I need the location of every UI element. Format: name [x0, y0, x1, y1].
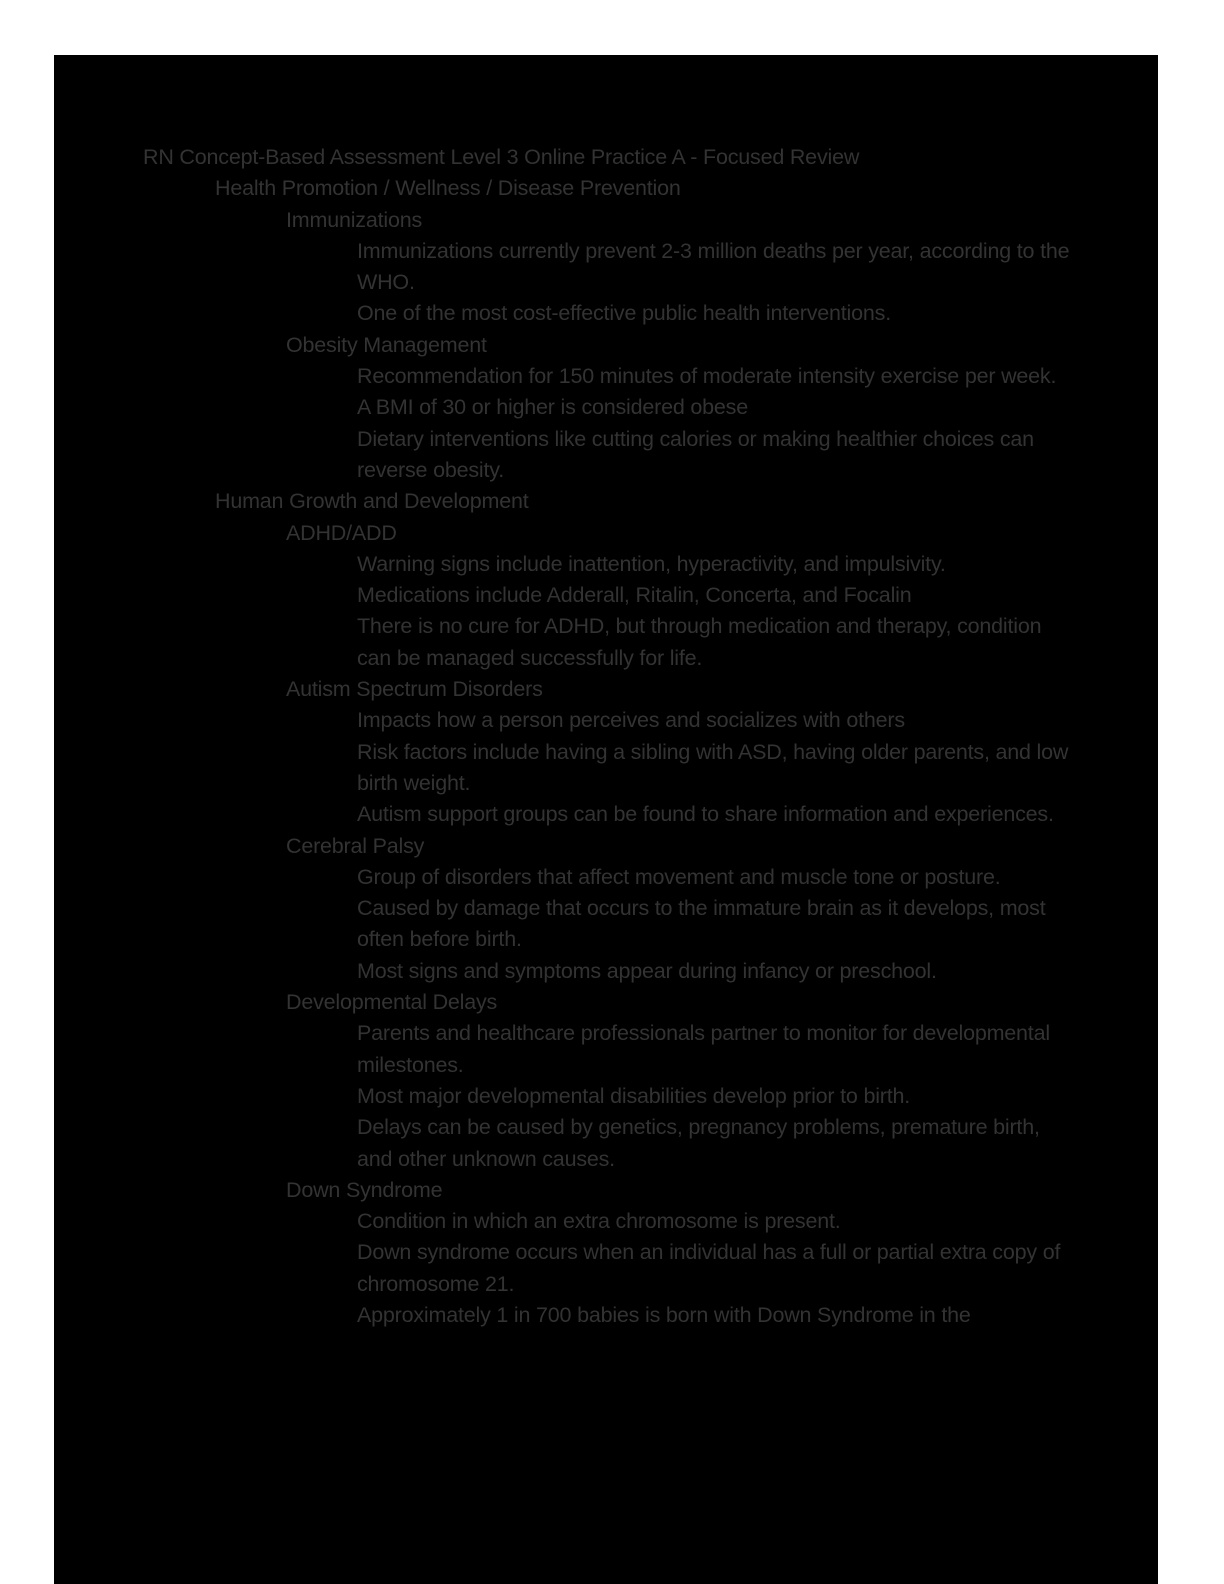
- topic-point: Impacts how a person perceives and socializes with others: [357, 708, 905, 733]
- topic-point: There is no cure for ADHD, but through medication and therapy, condition can be managed successfully for life.: [357, 614, 1042, 670]
- topic-point: Group of disorders that affect movement and muscle tone or posture.: [357, 864, 1001, 889]
- topic-point: Warning signs include inattention, hyperactivity, and impulsivity.: [357, 551, 946, 576]
- document-page: [54, 55, 1158, 1584]
- topic-point: Down syndrome occurs when an individual has a full or partial extra copy of chromosome 21.: [357, 1240, 1061, 1296]
- outline: [143, 142, 1103, 1331]
- section-heading: Health Promotion / Wellness / Disease Prevention: [215, 176, 681, 201]
- topic-heading: Down Syndrome: [286, 1177, 443, 1202]
- topic-heading: Cerebral Palsy: [286, 833, 425, 858]
- topic-point: One of the most cost-effective public health interventions.: [357, 301, 891, 326]
- topic-heading: ADHD/ADD: [286, 520, 397, 545]
- topic-point: Medications include Adderall, Ritalin, Concerta, and Focalin: [357, 583, 912, 608]
- topic-heading: Immunizations: [286, 207, 423, 232]
- topic-point: Caused by damage that occurs to the immature brain as it develops, most often before birth.: [357, 896, 1046, 952]
- topic-point: Dietary interventions like cutting calories or making healthier choices can reverse obesity.: [357, 426, 1034, 482]
- topic-heading: Developmental Delays: [286, 990, 498, 1015]
- topic-point: Immunizations currently prevent 2-3 million deaths per year, according to the WHO.: [357, 238, 1070, 295]
- topic-point: Most major developmental disabilities develop prior to birth.: [357, 1083, 911, 1108]
- topic-point: Condition in which an extra chromosome is present.: [357, 1209, 841, 1234]
- topic-point: Parents and healthcare professionals partner to monitor for developmental milestones.: [357, 1021, 1050, 1077]
- topic-point: Most signs and symptoms appear during infancy or preschool.: [357, 958, 937, 983]
- topic-point: A BMI of 30 or higher is considered obese: [357, 395, 748, 420]
- document-title: RN Concept-Based Assessment Level 3 Online Practice A - Focused Review: [143, 145, 860, 169]
- topic-heading: Obesity Management: [286, 332, 487, 357]
- topic-point: Risk factors include having a sibling with ASD, having older parents, and low birth weight.: [357, 739, 1069, 795]
- topic-point: Delays can be caused by genetics, pregnancy problems, premature birth, and other unknown causes.: [357, 1115, 1040, 1171]
- topic-point: Autism support groups can be found to share information and experiences.: [357, 802, 1054, 827]
- topic-point: Recommendation for 150 minutes of moderate intensity exercise per week.: [357, 364, 1057, 389]
- topic-heading: Autism Spectrum Disorders: [286, 677, 543, 702]
- topic-point: Approximately 1 in 700 babies is born with Down Syndrome in the: [357, 1302, 971, 1327]
- section-heading: Human Growth and Development: [215, 489, 529, 514]
